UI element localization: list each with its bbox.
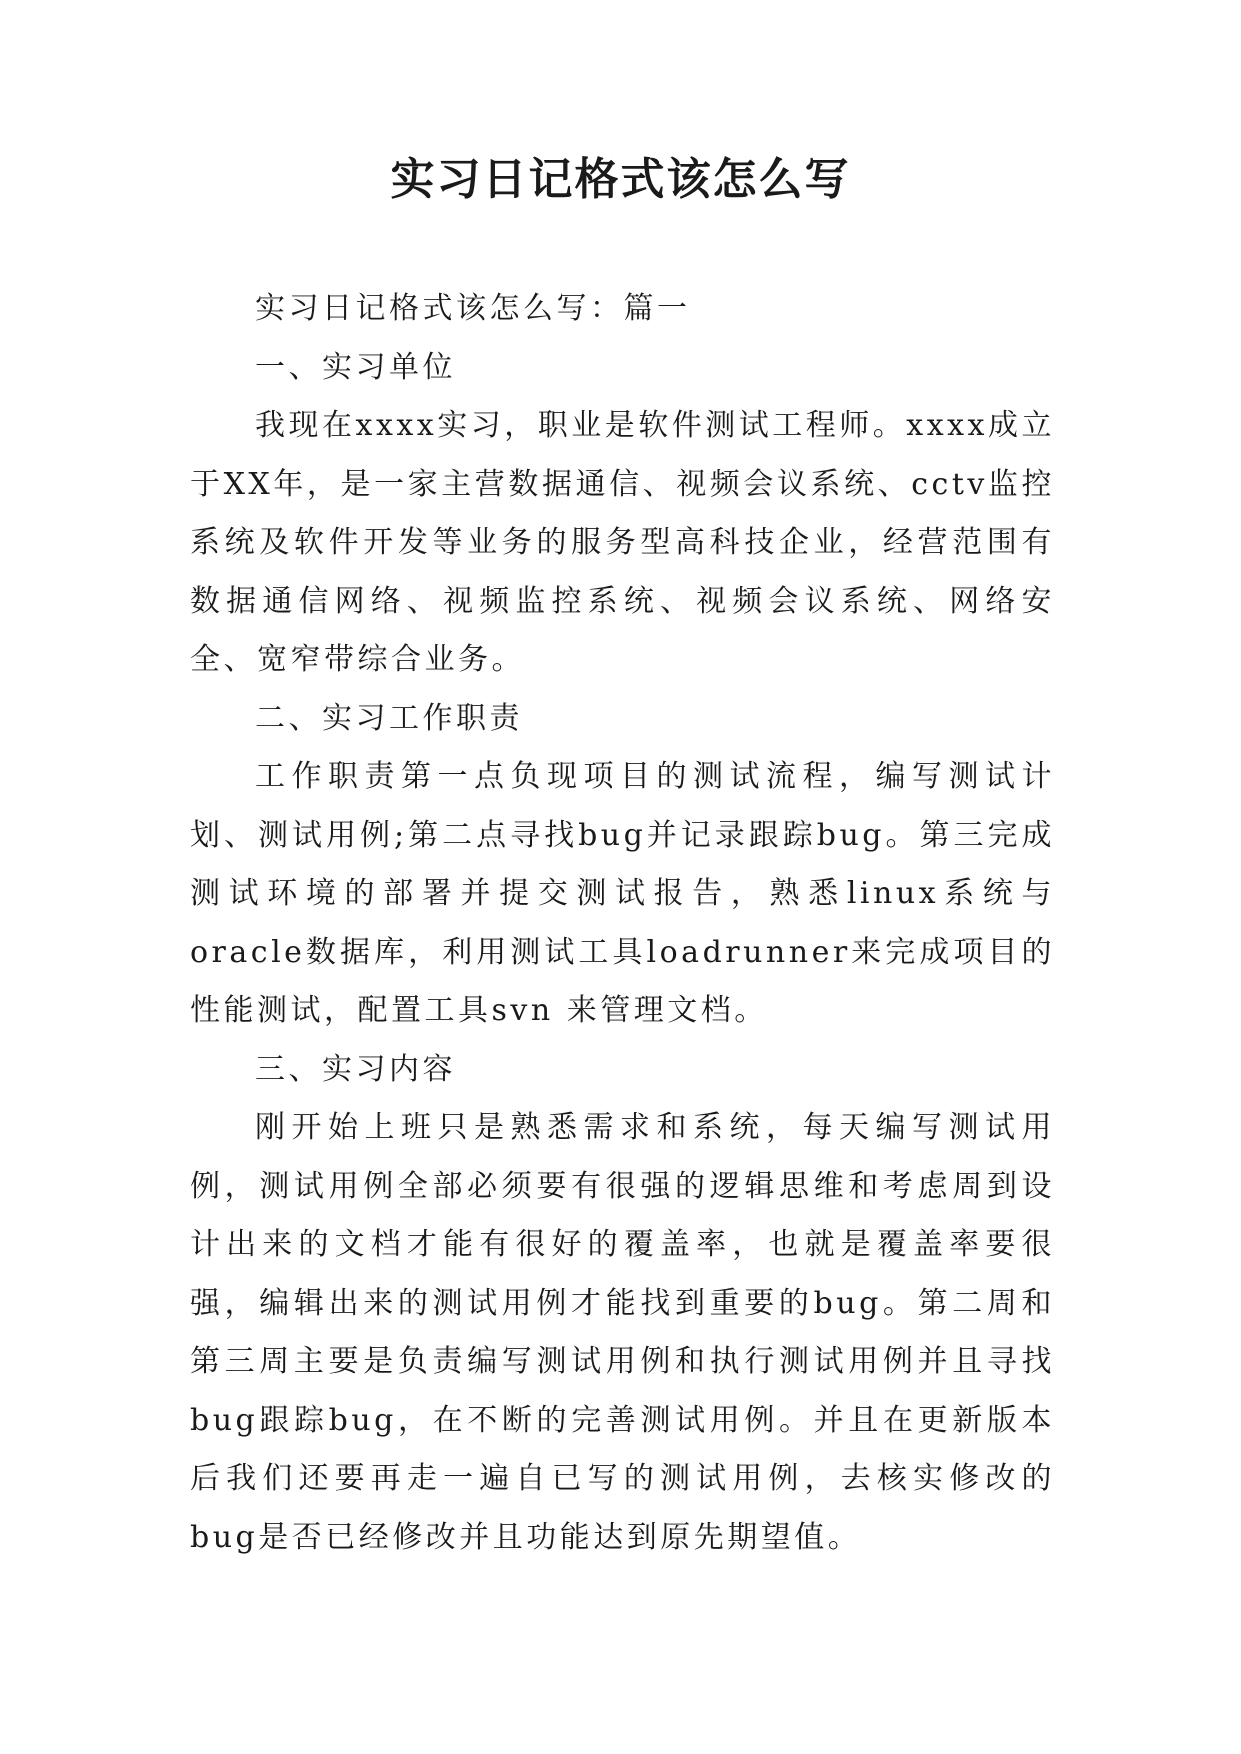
section-heading-job-duties: 二、实习工作职责 [255,700,523,736]
paragraph-internship-unit: 我现在xxxx实习，职业是软件测试工程师。xxxx成立于XX年，是一家主营数据通信、视频会议系统、cctv监控系统及软件开发等业务的服务型高科技企业，经营范围有数据通信网络、视频监控系统、视频会议系统、网络安全、宽窄带综合业务。 [190,408,1055,677]
section-heading-internship-content: 三、实习内容 [255,1051,456,1087]
paragraph-job-duties: 工作职责第一点负现项目的测试流程，编写测试计划、测试用例;第二点寻找bug并记录跟踪bug。第三完成测试环境的部署并提交测试报告，熟悉linux系统与oracle数据库，利用测试工具loadrunner来完成项目的性能测试，配置工具svn 来管理文档。 [190,759,1055,1028]
section-heading-part-one: 实习日记格式该怎么写：篇一 [255,291,691,326]
document-title: 实习日记格式该怎么写 [390,154,851,205]
section-heading-internship-unit: 一、实习单位 [255,349,456,385]
document-body [190,280,1055,1567]
paragraph-internship-content: 刚开始上班只是熟悉需求和系统，每天编写测试用例，测试用例全部必须要有很强的逻辑思维和考虑周到设计出来的文档才能有很好的覆盖率，也就是覆盖率要很强，编辑出来的测试用例才能找到重要的bug。第二周和第三周主要是负责编写测试用例和执行测试用例并且寻找bug跟踪bug，在不断的完善测试用例。并且在更新版本后我们还要再走一遍自已写的测试用例，去核实修改的bug是否已经修改并且功能达到原先期望值。 [190,1110,1055,1555]
